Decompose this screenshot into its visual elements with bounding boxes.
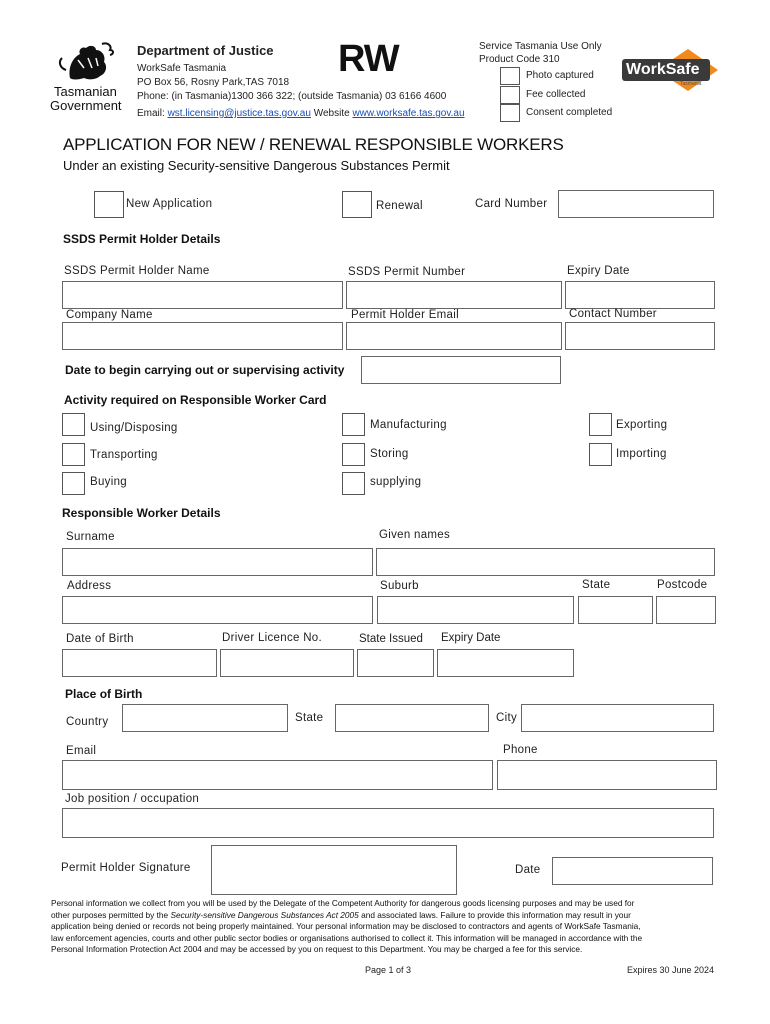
- company-name-label: Company Name: [66, 309, 153, 321]
- privacy-line-2: [51, 910, 741, 922]
- surname-field[interactable]: [62, 548, 373, 576]
- form-title: APPLICATION FOR NEW / RENEWAL RESPONSIBLE WORKERS: [63, 135, 564, 154]
- job-position-field[interactable]: [62, 808, 714, 838]
- gov-name-line2: Government: [50, 98, 122, 113]
- worksafe-logo-text: WorkSafe: [626, 61, 700, 78]
- contact-number-label: Contact Number: [569, 308, 657, 320]
- product-code: Product Code 310: [479, 54, 560, 65]
- date-begin-field[interactable]: [361, 356, 561, 384]
- permit-holder-heading: SSDS Permit Holder Details: [63, 232, 221, 246]
- card-number-label: Card Number: [475, 198, 548, 210]
- signature-field[interactable]: [211, 845, 457, 895]
- permit-holder-email-field[interactable]: [346, 322, 562, 350]
- importing-checkbox[interactable]: [589, 443, 612, 466]
- privacy-line-5: Personal Information Protection Act 2004 and may be accessed by you on request to this Department. You may be charged a fee for this service.: [51, 944, 583, 954]
- dob-field[interactable]: [62, 649, 217, 677]
- supplying-checkbox[interactable]: [342, 472, 365, 495]
- state-issued-field[interactable]: [357, 649, 434, 677]
- given-names-field[interactable]: [376, 548, 715, 576]
- renewal-label: Renewal: [376, 200, 423, 212]
- permit-holder-name-label: SSDS Permit Holder Name: [64, 265, 210, 277]
- company-name-field[interactable]: [62, 322, 343, 350]
- privacy-line-1: Personal information we collect from you will be used by the Delegate of the Competent Authority for dangerous goods licensing purposes and may be used for: [51, 898, 635, 908]
- worksafe-logo-sub: Tasmania: [680, 81, 702, 87]
- tasmanian-tiger-icon: [48, 40, 130, 84]
- address-label: Address: [67, 580, 112, 592]
- country-field[interactable]: [122, 704, 288, 732]
- city-label: City: [496, 712, 518, 724]
- city-field[interactable]: [521, 704, 714, 732]
- email-link[interactable]: wst.licensing@justice.tas.gov.au: [167, 108, 311, 119]
- expiry-notice: Expires 30 June 2024: [627, 965, 715, 975]
- website-link[interactable]: www.worksafe.tas.gov.au: [352, 108, 465, 119]
- contact-line: [137, 108, 465, 119]
- website-prefix: Website: [310, 108, 353, 119]
- permit-number-label: SSDS Permit Number: [348, 266, 466, 278]
- consent-completed-checkbox[interactable]: [500, 104, 520, 122]
- privacy-notice: [51, 898, 741, 956]
- department-name: Department of Justice: [137, 43, 274, 58]
- permit-expiry-field[interactable]: [565, 281, 715, 309]
- privacy-line-4: law enforcement agencies, courts and other public sector bodies or organisations authorised to collect it. This information will be managed in accordance with the: [51, 932, 643, 943]
- state-field[interactable]: [578, 596, 653, 624]
- privacy-line-2b: and associated laws. Failure to provide this information may result in your: [358, 909, 631, 920]
- service-tasmania-use-only: Service Tasmania Use Only: [479, 41, 602, 52]
- licence-field[interactable]: [220, 649, 354, 677]
- privacy-act-name: Security-sensitive Dangerous Substances Act 2005: [170, 909, 359, 920]
- transporting-label: Transporting: [90, 449, 158, 461]
- phone-line: Phone: (in Tasmania)1300 366 322; (outside Tasmania) 03 6166 4600: [137, 91, 447, 102]
- importing-label: Importing: [616, 448, 667, 460]
- signature-date-label: Date: [515, 864, 541, 876]
- org-name: WorkSafe Tasmania: [137, 63, 227, 74]
- new-application-label: New Application: [126, 198, 213, 210]
- privacy-line-3: application being denied or records not being properly maintained. Your personal information may be disclosed to contractors and agents of WorkSafe Tasmania,: [51, 921, 641, 931]
- suburb-field[interactable]: [377, 596, 574, 624]
- contact-number-field[interactable]: [565, 322, 715, 350]
- dob-label: Date of Birth: [66, 633, 134, 645]
- manufacturing-label: Manufacturing: [370, 419, 447, 431]
- signature-date-field[interactable]: [552, 857, 713, 885]
- tasmanian-government-logo: [48, 40, 130, 114]
- page-number: Page 1 of 3: [365, 965, 412, 975]
- given-names-label: Given names: [379, 529, 451, 541]
- card-number-field[interactable]: [558, 190, 714, 218]
- state-label: State: [582, 579, 611, 591]
- place-of-birth-heading: Place of Birth: [65, 687, 143, 701]
- activity-heading: Activity required on Responsible Worker Card: [64, 393, 327, 407]
- date-begin-label: Date to begin carrying out or supervising activity: [65, 363, 345, 377]
- licence-label: Driver Licence No.: [222, 632, 322, 644]
- form-code: RW: [338, 38, 399, 80]
- privacy-line-2a: other purposes permitted by the: [51, 909, 171, 920]
- worksafe-logo: [620, 47, 720, 93]
- storing-checkbox[interactable]: [342, 443, 365, 466]
- job-position-label: Job position / occupation: [65, 793, 200, 805]
- transporting-checkbox[interactable]: [62, 443, 85, 466]
- using-disposing-label: Using/Disposing: [90, 422, 178, 434]
- new-application-checkbox[interactable]: [94, 191, 124, 218]
- form-subtitle: Under an existing Security-sensitive Dangerous Substances Permit: [63, 158, 450, 173]
- storing-label: Storing: [370, 448, 409, 460]
- licence-expiry-field[interactable]: [437, 649, 574, 677]
- buying-label: Buying: [90, 476, 127, 488]
- email-prefix: Email:: [137, 108, 168, 119]
- suburb-label: Suburb: [380, 580, 419, 592]
- consent-completed-label: Consent completed: [526, 107, 613, 118]
- using-disposing-checkbox[interactable]: [62, 413, 85, 436]
- address-field[interactable]: [62, 596, 373, 624]
- po-box: PO Box 56, Rosny Park,TAS 7018: [137, 77, 290, 88]
- phone-label: Phone: [503, 744, 538, 756]
- exporting-checkbox[interactable]: [589, 413, 612, 436]
- email-label: Email: [66, 745, 97, 757]
- fee-collected-checkbox[interactable]: [500, 86, 520, 104]
- supplying-label: supplying: [370, 476, 422, 488]
- exporting-label: Exporting: [616, 419, 668, 431]
- buying-checkbox[interactable]: [62, 472, 85, 495]
- postcode-field[interactable]: [656, 596, 716, 624]
- renewal-checkbox[interactable]: [342, 191, 372, 218]
- birth-state-field[interactable]: [335, 704, 489, 732]
- photo-captured-label: Photo captured: [526, 70, 594, 81]
- email-field[interactable]: [62, 760, 493, 790]
- postcode-label: Postcode: [657, 579, 708, 591]
- permit-holder-email-label: Permit Holder Email: [351, 309, 459, 321]
- signature-label: Permit Holder Signature: [61, 862, 191, 874]
- country-label: Country: [66, 716, 109, 728]
- permit-number-field[interactable]: [346, 281, 562, 309]
- manufacturing-checkbox[interactable]: [342, 413, 365, 436]
- state-issued-label: State Issued: [359, 633, 423, 645]
- photo-captured-checkbox[interactable]: [500, 67, 520, 85]
- licence-expiry-label: Expiry Date: [441, 632, 501, 644]
- phone-field[interactable]: [497, 760, 717, 790]
- fee-collected-label: Fee collected: [526, 89, 586, 100]
- gov-name-line1: Tasmanian: [54, 84, 117, 99]
- surname-label: Surname: [66, 531, 115, 543]
- permit-expiry-label: Expiry Date: [567, 265, 630, 277]
- permit-holder-name-field[interactable]: [62, 281, 343, 309]
- birth-state-label: State: [295, 712, 324, 724]
- worker-heading: Responsible Worker Details: [62, 506, 221, 520]
